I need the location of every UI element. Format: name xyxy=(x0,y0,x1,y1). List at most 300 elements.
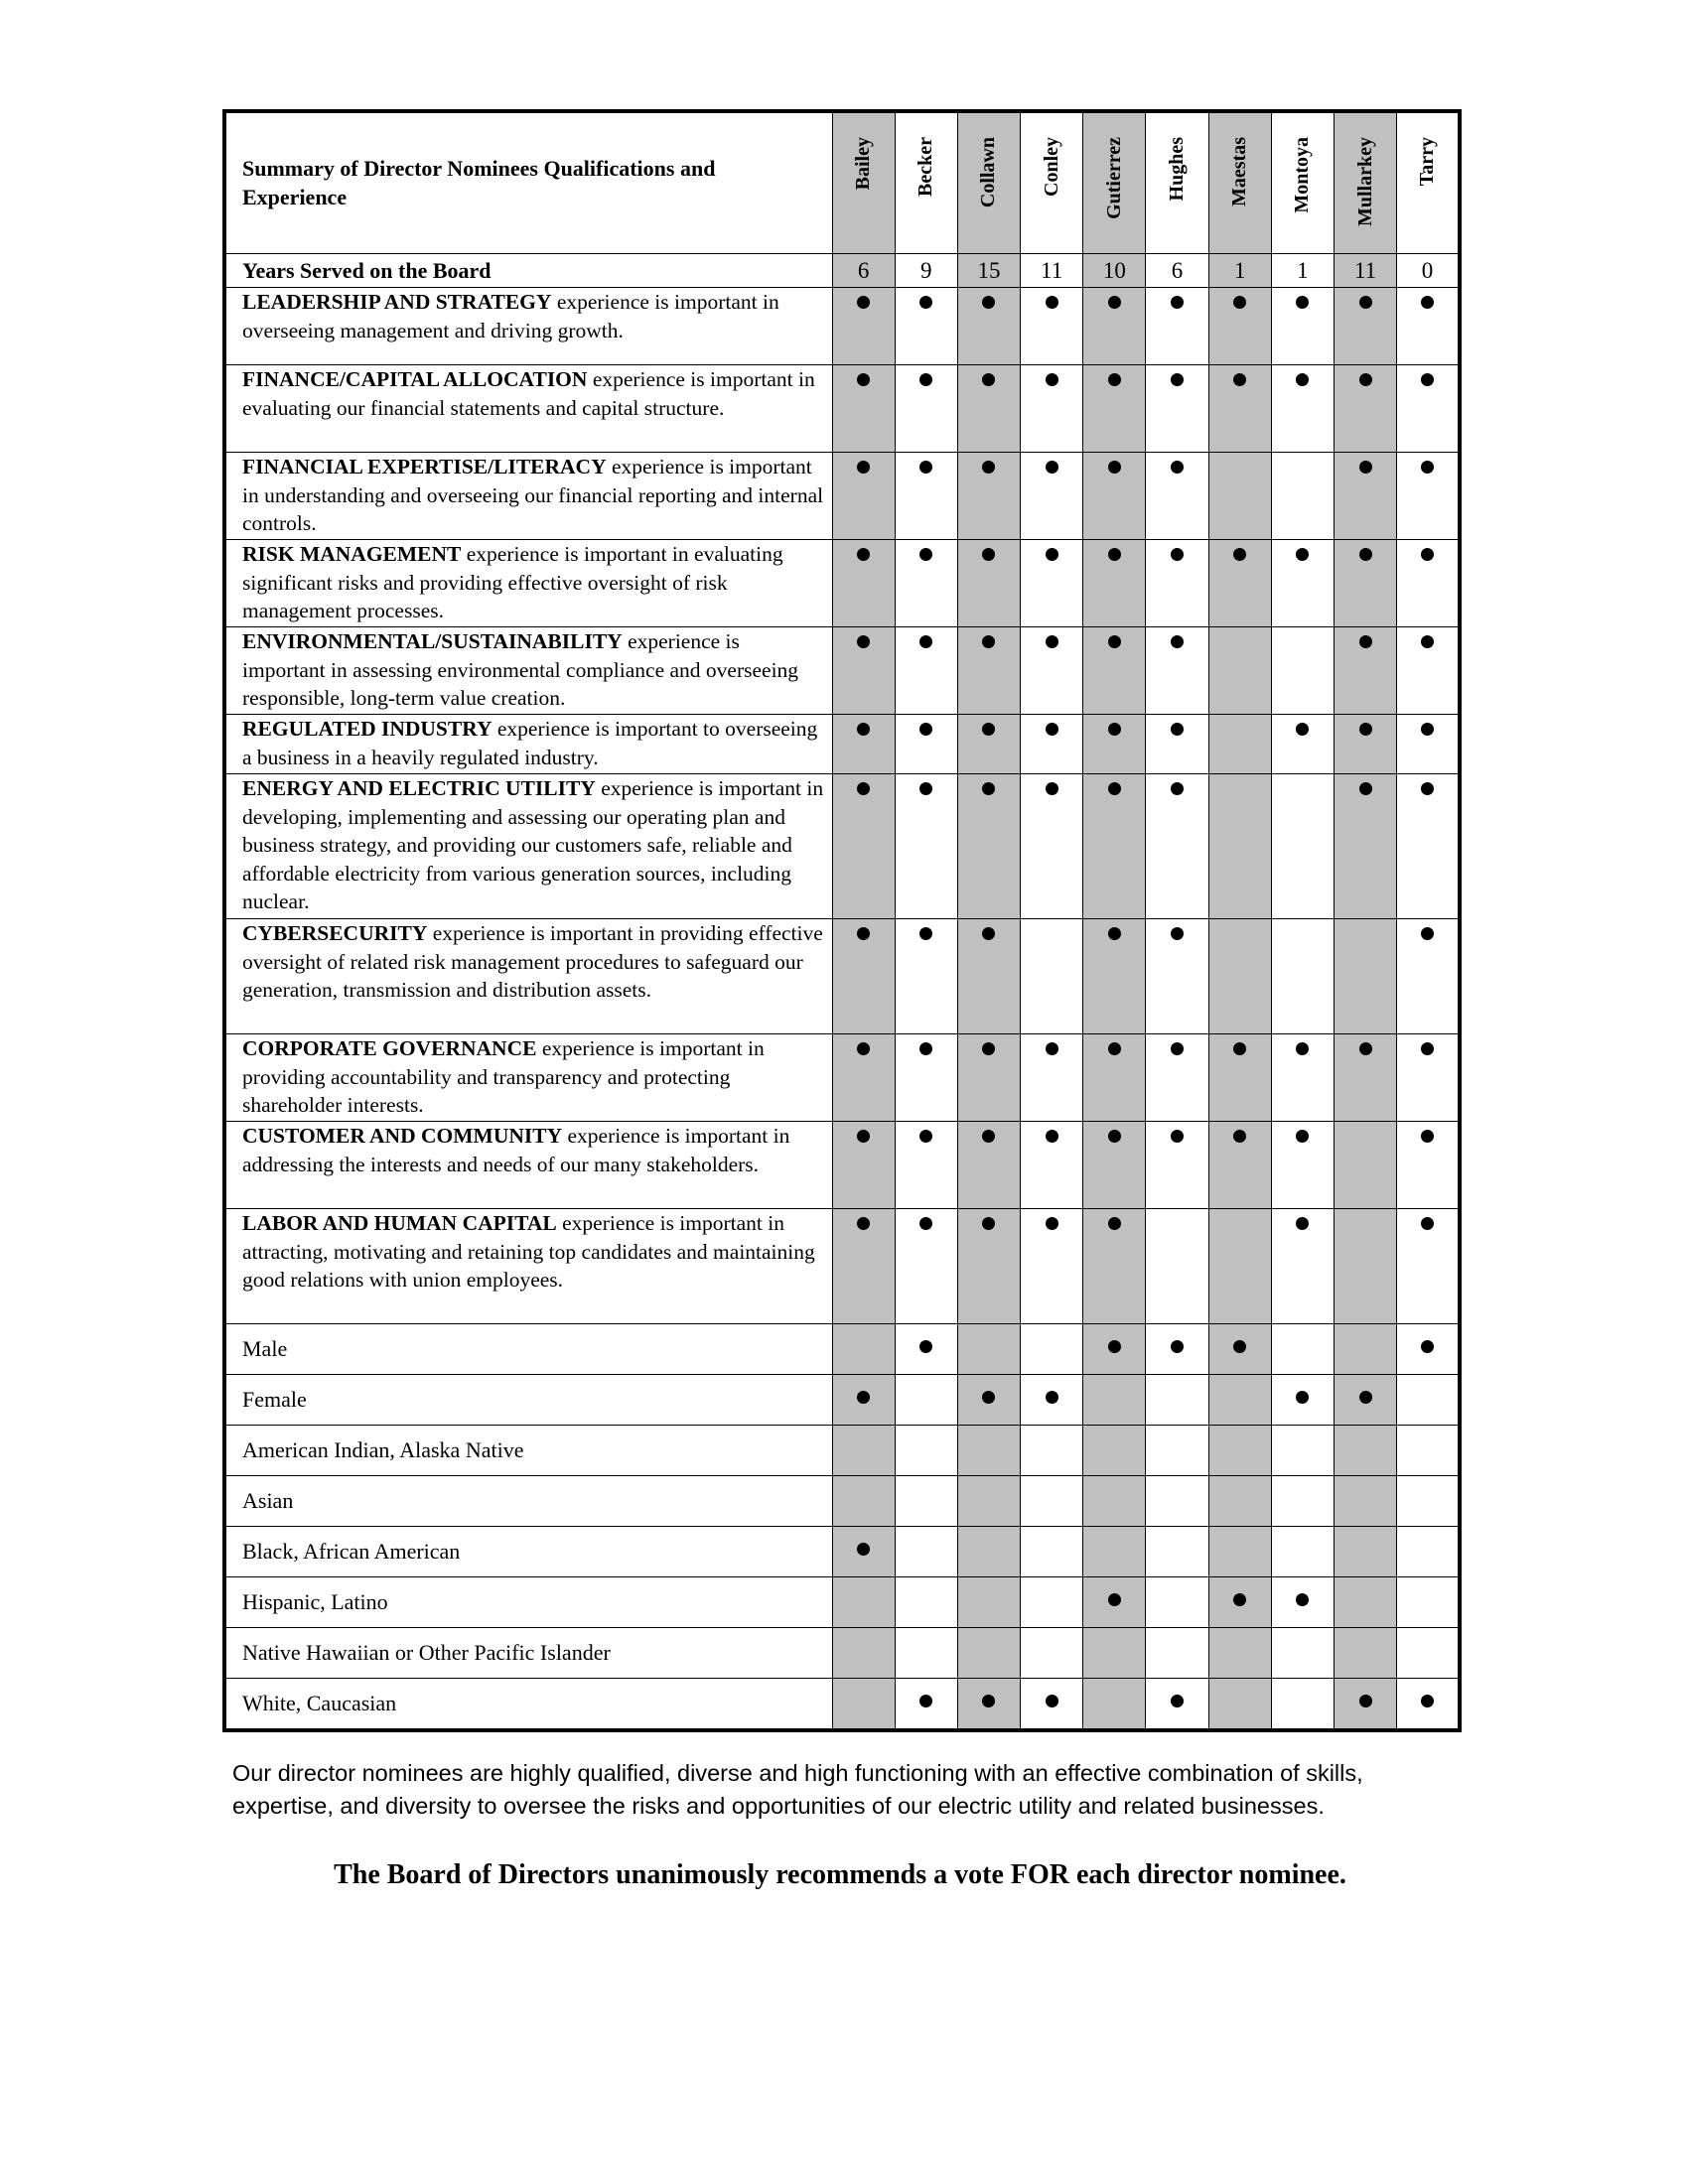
bullet-mark-icon xyxy=(1046,635,1058,648)
dot-slot xyxy=(833,633,895,655)
dot-slot xyxy=(1209,1040,1271,1062)
dot-slot xyxy=(833,1128,895,1150)
dot-slot xyxy=(1209,1128,1271,1150)
table-cell xyxy=(1397,1209,1460,1324)
dot-slot xyxy=(896,1040,957,1062)
dot-slot xyxy=(1335,1693,1396,1714)
table-cell xyxy=(832,1679,895,1731)
table-cell xyxy=(1021,365,1083,453)
bullet-mark-icon xyxy=(1359,373,1372,386)
dot-slot xyxy=(833,459,895,480)
director-name: Tarry xyxy=(1416,137,1439,187)
table-cell xyxy=(895,1679,957,1731)
bullet-mark-icon xyxy=(1359,635,1372,648)
table-cell xyxy=(832,1628,895,1679)
bullet-mark-icon xyxy=(1233,1340,1246,1353)
table-cell xyxy=(957,1527,1020,1577)
gender-label: Female xyxy=(224,1375,832,1426)
header-row xyxy=(224,111,1460,254)
table-cell xyxy=(1146,1426,1208,1476)
skill-description xyxy=(224,1034,832,1122)
table-cell xyxy=(1271,288,1334,365)
table-cell xyxy=(895,1476,957,1527)
table-cell xyxy=(895,1426,957,1476)
skill-description xyxy=(224,1209,832,1324)
skill-row-corporate-governance xyxy=(224,1034,1460,1122)
skill-row-regulated-industry xyxy=(224,715,1460,774)
dot-slot xyxy=(833,1215,895,1237)
bullet-mark-icon xyxy=(1296,1217,1309,1230)
table-cell xyxy=(1397,1375,1460,1426)
table-cell xyxy=(895,1324,957,1375)
dot-slot xyxy=(1272,371,1334,393)
bullet-mark-icon xyxy=(1046,1217,1058,1230)
table-cell xyxy=(1083,774,1146,919)
skill-title: CORPORATE GOVERNANCE xyxy=(242,1036,537,1060)
table-cell xyxy=(1397,1527,1460,1577)
dot-slot xyxy=(1397,1040,1458,1062)
bullet-mark-icon xyxy=(1296,1042,1309,1055)
bullet-mark-icon xyxy=(1046,1042,1058,1055)
table-cell xyxy=(1208,1034,1271,1122)
bullet-mark-icon xyxy=(857,548,870,561)
skill-text: experience is important in evaluating our financial statements and capital structure. xyxy=(242,367,815,420)
table-cell xyxy=(1335,365,1397,453)
director-header-maestas xyxy=(1208,111,1271,254)
table-cell xyxy=(1397,1324,1460,1375)
table-cell xyxy=(957,1375,1020,1426)
bullet-mark-icon xyxy=(1421,548,1434,561)
bullet-mark-icon xyxy=(982,461,995,474)
table-cell xyxy=(957,1324,1020,1375)
skill-description xyxy=(224,774,832,919)
dot-slot xyxy=(1083,1215,1145,1237)
table-cell xyxy=(1146,715,1208,774)
table-cell xyxy=(1397,365,1460,453)
table-cell xyxy=(1208,919,1271,1034)
skill-text: experience is important in addressing the interests and needs of our many stakeholders. xyxy=(242,1124,790,1176)
table-cell xyxy=(1271,1324,1334,1375)
skill-title: RISK MANAGEMENT xyxy=(242,542,462,566)
table-cell xyxy=(1021,1375,1083,1426)
dot-slot xyxy=(896,546,957,568)
skill-row-energy-and-electric-utility xyxy=(224,774,1460,919)
table-cell xyxy=(1083,453,1146,540)
table-cell xyxy=(1083,1679,1146,1731)
table-cell xyxy=(1083,1628,1146,1679)
dot-slot xyxy=(833,371,895,393)
bullet-mark-icon xyxy=(982,927,995,940)
skill-description xyxy=(224,288,832,365)
table-cell xyxy=(1271,1577,1334,1628)
table-cell xyxy=(1146,288,1208,365)
table-cell xyxy=(957,365,1020,453)
skill-text: experience is important in understanding and overseeing our financial reporting and internal controls. xyxy=(242,455,824,535)
bullet-mark-icon xyxy=(1171,1340,1184,1353)
skill-row-risk-management xyxy=(224,540,1460,627)
dot-slot xyxy=(1021,1215,1082,1237)
bullet-mark-icon xyxy=(857,1217,870,1230)
table-cell xyxy=(1271,453,1334,540)
skill-description xyxy=(224,540,832,627)
bullet-mark-icon xyxy=(982,1217,995,1230)
bullet-mark-icon xyxy=(857,782,870,795)
director-name: Conley xyxy=(1040,137,1062,197)
dot-slot xyxy=(958,371,1020,393)
dot-slot xyxy=(958,459,1020,480)
years-value: 6 xyxy=(1146,254,1208,288)
bullet-mark-icon xyxy=(1171,461,1184,474)
table-cell xyxy=(957,715,1020,774)
ethnicity-row-hispanic-latino xyxy=(224,1577,1460,1628)
table-cell xyxy=(1271,1375,1334,1426)
table-cell xyxy=(1397,288,1460,365)
dot-slot xyxy=(1021,1389,1082,1411)
skill-row-cybersecurity xyxy=(224,919,1460,1034)
dot-slot xyxy=(833,1541,895,1563)
bullet-mark-icon xyxy=(1296,723,1309,736)
table-cell xyxy=(1146,365,1208,453)
director-name: Bailey xyxy=(852,137,875,191)
table-cell xyxy=(1271,774,1334,919)
table-cell xyxy=(1208,540,1271,627)
dot-slot xyxy=(1397,1128,1458,1150)
table-cell xyxy=(1208,1628,1271,1679)
table-cell xyxy=(1146,1577,1208,1628)
table-cell xyxy=(895,1375,957,1426)
table-cell xyxy=(957,774,1020,919)
table-cell xyxy=(895,1209,957,1324)
table-cell xyxy=(1021,540,1083,627)
director-header-conley xyxy=(1021,111,1083,254)
bullet-mark-icon xyxy=(1171,1042,1184,1055)
dot-slot xyxy=(1209,371,1271,393)
bullet-mark-icon xyxy=(982,1130,995,1143)
ethnicity-label: White, Caucasian xyxy=(224,1679,832,1731)
dot-slot xyxy=(1272,294,1334,316)
bullet-mark-icon xyxy=(919,373,932,386)
dot-slot xyxy=(1397,459,1458,480)
table-cell xyxy=(895,1577,957,1628)
table-cell xyxy=(957,1679,1020,1731)
dot-slot xyxy=(1146,1040,1207,1062)
table-cell xyxy=(1271,1122,1334,1209)
bullet-mark-icon xyxy=(1359,461,1372,474)
bullet-mark-icon xyxy=(1233,1042,1246,1055)
dot-slot xyxy=(833,1040,895,1062)
table-cell xyxy=(1271,919,1334,1034)
years-value: 10 xyxy=(1083,254,1146,288)
summary-paragraph: Our director nominees are highly qualified, diverse and high functioning with an effective combination of skills, expertise, and diversity to oversee the risks and opportunities of our electric utility and related businesses. xyxy=(232,1760,1363,1819)
dot-slot xyxy=(1021,721,1082,743)
years-served-label: Years Served on the Board xyxy=(224,254,832,288)
bullet-mark-icon xyxy=(1108,782,1121,795)
bullet-mark-icon xyxy=(1421,1217,1434,1230)
table-cell xyxy=(1208,1375,1271,1426)
bullet-mark-icon xyxy=(919,782,932,795)
bullet-mark-icon xyxy=(1171,1130,1184,1143)
dot-slot xyxy=(833,294,895,316)
table-cell xyxy=(1146,1209,1208,1324)
bullet-mark-icon xyxy=(1108,1130,1121,1143)
dot-slot xyxy=(958,1128,1020,1150)
director-name: Collawn xyxy=(977,137,1000,208)
bullet-mark-icon xyxy=(1359,723,1372,736)
table-cell xyxy=(1335,1209,1397,1324)
table-cell xyxy=(895,365,957,453)
table-cell xyxy=(1208,365,1271,453)
table-cell xyxy=(1335,1527,1397,1577)
table-cell xyxy=(1335,1628,1397,1679)
dot-slot xyxy=(896,1693,957,1714)
dot-slot xyxy=(1272,1215,1334,1237)
dot-slot xyxy=(833,721,895,743)
skill-row-customer-and-community xyxy=(224,1122,1460,1209)
bullet-mark-icon xyxy=(1421,635,1434,648)
table-cell xyxy=(1397,1034,1460,1122)
table-cell xyxy=(1335,1324,1397,1375)
bullet-mark-icon xyxy=(1359,782,1372,795)
director-name: Becker xyxy=(914,137,937,197)
table-cell xyxy=(1397,1476,1460,1527)
table-cell xyxy=(1021,1324,1083,1375)
director-header-hughes xyxy=(1146,111,1208,254)
dot-slot xyxy=(1397,546,1458,568)
table-cell xyxy=(1083,627,1146,715)
bullet-mark-icon xyxy=(1108,1042,1121,1055)
dot-slot xyxy=(1209,1338,1271,1360)
table-cell xyxy=(1021,627,1083,715)
table-cell xyxy=(1271,715,1334,774)
dot-slot xyxy=(1272,721,1334,743)
director-header-bailey xyxy=(832,111,895,254)
table-cell xyxy=(1021,919,1083,1034)
bullet-mark-icon xyxy=(1108,927,1121,940)
dot-slot xyxy=(1021,459,1082,480)
bullet-mark-icon xyxy=(1046,296,1058,309)
bullet-mark-icon xyxy=(919,461,932,474)
dot-slot xyxy=(1146,459,1207,480)
skill-row-financial-expertise-literacy xyxy=(224,453,1460,540)
table-cell xyxy=(1397,1122,1460,1209)
table-cell xyxy=(1271,627,1334,715)
table-cell xyxy=(1397,540,1460,627)
skill-text: experience is important in providing accountability and transparency and protecting shareholder interests. xyxy=(242,1036,765,1117)
bullet-mark-icon xyxy=(919,927,932,940)
skill-description xyxy=(224,365,832,453)
gender-row-female xyxy=(224,1375,1460,1426)
table-cell xyxy=(1146,919,1208,1034)
dot-slot xyxy=(1397,721,1458,743)
dot-slot xyxy=(1335,371,1396,393)
dot-slot xyxy=(833,925,895,947)
years-value: 1 xyxy=(1208,254,1271,288)
skill-title: LABOR AND HUMAN CAPITAL xyxy=(242,1211,557,1235)
skill-description xyxy=(224,1122,832,1209)
bullet-mark-icon xyxy=(1421,1340,1434,1353)
director-name: Mullarkey xyxy=(1353,137,1376,226)
table-cell xyxy=(1021,715,1083,774)
table-cell xyxy=(832,919,895,1034)
table-cell xyxy=(957,1426,1020,1476)
table-cell xyxy=(1335,1577,1397,1628)
dot-slot xyxy=(958,1389,1020,1411)
table-cell xyxy=(1335,1375,1397,1426)
dot-slot xyxy=(1397,1338,1458,1360)
table-cell xyxy=(1335,627,1397,715)
table-cell xyxy=(832,1577,895,1628)
table-cell xyxy=(1146,540,1208,627)
dot-slot xyxy=(1083,546,1145,568)
bullet-mark-icon xyxy=(857,927,870,940)
table-cell xyxy=(1083,1209,1146,1324)
bullet-mark-icon xyxy=(919,548,932,561)
dot-slot xyxy=(1146,925,1207,947)
table-cell xyxy=(957,540,1020,627)
skill-title: CYBERSECURITY xyxy=(242,921,428,945)
table-cell xyxy=(1271,1426,1334,1476)
years-value: 1 xyxy=(1271,254,1334,288)
table-cell xyxy=(1335,1426,1397,1476)
table-cell xyxy=(1208,1426,1271,1476)
bullet-mark-icon xyxy=(1046,548,1058,561)
dot-slot xyxy=(1272,1128,1334,1150)
table-cell xyxy=(895,1122,957,1209)
bullet-mark-icon xyxy=(1421,782,1434,795)
dot-slot xyxy=(1397,1693,1458,1714)
table-cell xyxy=(1146,1034,1208,1122)
skill-text: experience is important in developing, implementing and assessing our operating plan and business strategy, and providing our customers safe, reliable and affordable electricity from various generation sources, including nuclear. xyxy=(242,776,824,913)
bullet-mark-icon xyxy=(857,461,870,474)
ethnicity-label: Asian xyxy=(224,1476,832,1527)
dot-slot xyxy=(958,1215,1020,1237)
table-cell xyxy=(895,1628,957,1679)
skill-row-finance-capital-allocation xyxy=(224,365,1460,453)
bullet-mark-icon xyxy=(1296,548,1309,561)
dot-slot xyxy=(958,546,1020,568)
dot-slot xyxy=(1272,1040,1334,1062)
director-header-becker xyxy=(895,111,957,254)
bullet-mark-icon xyxy=(1421,296,1434,309)
table-cell xyxy=(832,365,895,453)
table-cell xyxy=(1083,365,1146,453)
bullet-mark-icon xyxy=(857,1130,870,1143)
dot-slot xyxy=(896,925,957,947)
years-value: 15 xyxy=(957,254,1020,288)
bullet-mark-icon xyxy=(1046,461,1058,474)
years-value: 9 xyxy=(895,254,957,288)
skill-description xyxy=(224,453,832,540)
dot-slot xyxy=(896,371,957,393)
bullet-mark-icon xyxy=(1108,1217,1121,1230)
ethnicity-label: American Indian, Alaska Native xyxy=(224,1426,832,1476)
table-cell xyxy=(1208,1476,1271,1527)
bullet-mark-icon xyxy=(857,723,870,736)
dot-slot xyxy=(1083,459,1145,480)
dot-slot xyxy=(1021,371,1082,393)
dot-slot xyxy=(1083,294,1145,316)
table-cell xyxy=(957,1122,1020,1209)
table-cell xyxy=(1335,1679,1397,1731)
table-cell xyxy=(895,1527,957,1577)
table-cell xyxy=(832,774,895,919)
board-recommendation: The Board of Directors unanimously recommends a vote FOR each director nominee. xyxy=(334,1859,1346,1890)
bullet-mark-icon xyxy=(1421,373,1434,386)
table-cell xyxy=(1021,1628,1083,1679)
bullet-mark-icon xyxy=(1296,1593,1309,1606)
table-cell xyxy=(1397,1628,1460,1679)
dot-slot xyxy=(1335,780,1396,802)
dot-slot xyxy=(1146,1693,1207,1714)
table-cell xyxy=(1146,1476,1208,1527)
bullet-mark-icon xyxy=(1233,373,1246,386)
table-cell xyxy=(1335,1476,1397,1527)
dot-slot xyxy=(1335,459,1396,480)
table-cell xyxy=(1021,453,1083,540)
table-body xyxy=(224,254,1460,1731)
director-name: Gutierrez xyxy=(1102,137,1125,219)
ethnicity-row-black-african-american xyxy=(224,1527,1460,1577)
dot-slot xyxy=(1083,721,1145,743)
dot-slot xyxy=(1021,780,1082,802)
dot-slot xyxy=(958,721,1020,743)
director-header-montoya xyxy=(1271,111,1334,254)
table-cell xyxy=(1083,715,1146,774)
bullet-mark-icon xyxy=(1171,1695,1184,1707)
skill-title: FINANCIAL EXPERTISE/LITERACY xyxy=(242,455,607,478)
table-cell xyxy=(1271,1476,1334,1527)
bullet-mark-icon xyxy=(919,1695,932,1707)
bullet-mark-icon xyxy=(919,296,932,309)
dot-slot xyxy=(896,1128,957,1150)
table-cell xyxy=(895,715,957,774)
dot-slot xyxy=(1083,1128,1145,1150)
table-cell xyxy=(1397,1426,1460,1476)
dot-slot xyxy=(896,1338,957,1360)
table-cell xyxy=(1021,1679,1083,1731)
skill-title: ENERGY AND ELECTRIC UTILITY xyxy=(242,776,596,800)
table-cell xyxy=(1271,1628,1334,1679)
bullet-mark-icon xyxy=(919,1340,932,1353)
table-cell xyxy=(957,1209,1020,1324)
table-cell xyxy=(1083,1375,1146,1426)
dot-slot xyxy=(1335,546,1396,568)
bullet-mark-icon xyxy=(1421,1695,1434,1707)
table-cell xyxy=(1083,1324,1146,1375)
bullet-mark-icon xyxy=(1296,296,1309,309)
table-cell xyxy=(1146,1375,1208,1426)
dot-slot xyxy=(896,459,957,480)
table-cell xyxy=(957,453,1020,540)
gender-label: Male xyxy=(224,1324,832,1375)
skill-title: ENVIRONMENTAL/SUSTAINABILITY xyxy=(242,629,623,653)
dot-slot xyxy=(1021,1693,1082,1714)
dot-slot xyxy=(1397,1215,1458,1237)
table-cell xyxy=(1146,1324,1208,1375)
table-cell xyxy=(832,1034,895,1122)
table-cell xyxy=(1335,540,1397,627)
ethnicity-row-american-indian-alaska-native xyxy=(224,1426,1460,1476)
bullet-mark-icon xyxy=(982,1391,995,1404)
skill-text: experience is important in providing effective oversight of related risk management procedures to safeguard our generation, transmission and distribution assets. xyxy=(242,921,823,1002)
skill-row-leadership-and-strategy xyxy=(224,288,1460,365)
skill-description xyxy=(224,919,832,1034)
dot-slot xyxy=(1021,1040,1082,1062)
bullet-mark-icon xyxy=(919,1130,932,1143)
table-cell xyxy=(1146,1122,1208,1209)
table-cell xyxy=(1208,1209,1271,1324)
dot-slot xyxy=(833,780,895,802)
